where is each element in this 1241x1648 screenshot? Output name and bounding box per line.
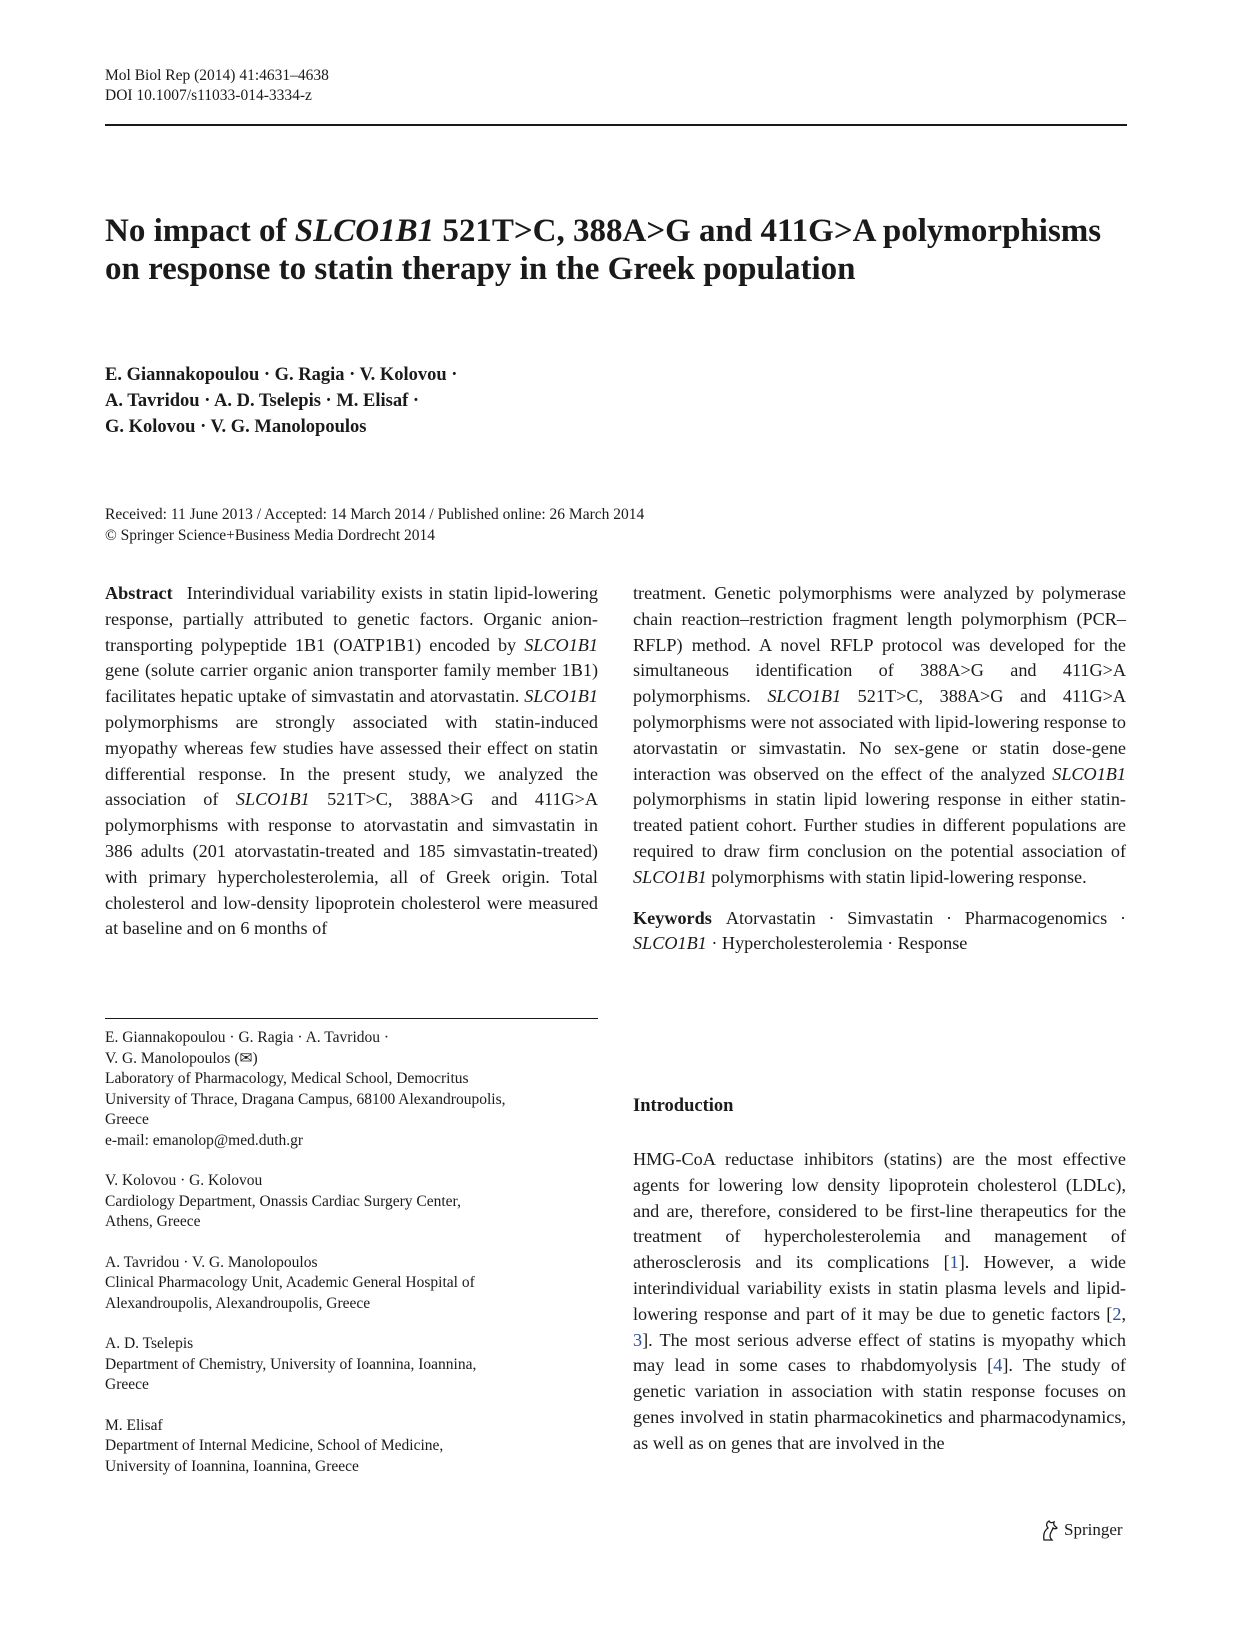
affiliation-block bbox=[105, 1171, 605, 1233]
affiliation-block bbox=[105, 1028, 605, 1151]
affiliation-line: V. G. Manolopoulos (✉) bbox=[105, 1049, 258, 1067]
affiliation-block bbox=[105, 1334, 605, 1396]
abstract-left-column bbox=[105, 581, 598, 942]
citation-link[interactable]: 4 bbox=[993, 1355, 1003, 1376]
gene-name: SLCO1B1 bbox=[294, 213, 435, 249]
affiliation-line: e-mail: emanolop@med.duth.gr bbox=[105, 1131, 304, 1149]
affiliation-line: Laboratory of Pharmacology, Medical School, Democritus bbox=[105, 1070, 469, 1087]
affiliation-line: University of Ioannina, Ioannina, Greece bbox=[105, 1457, 359, 1475]
author-line: A. Tavridou · A. D. Tselepis · M. Elisaf · bbox=[105, 391, 420, 411]
affiliation-line: V. Kolovou · G. Kolovou bbox=[105, 1172, 263, 1189]
springer-horse-icon bbox=[1040, 1519, 1060, 1541]
affiliation-line: Athens, Greece bbox=[105, 1213, 201, 1230]
publisher-logo bbox=[1040, 1519, 1123, 1541]
abstract-paragraph: Abstract Interindividual variability exists in statin lipid-lowering response, partially attributed to genetic factors. Organic anion-transporting polypeptide 1B1 (OATP1B1) encoded by SLCO1B1 gene (solute carrier organic anion transporter family member 1B1) facilitates hepatic uptake of simvastatin and atorvastatin. SLCO1B1 polymorphisms are strongly associated with statin-induced myopathy whereas few studies have assessed their effect on statin differential response. In the present study, we analyzed the association of SLCO1B1 521T>C, 388A>G and 411G>A polymorphisms with response to atorvastatin and simvastatin in 386 adults (201 atorvastatin-treated and 185 simvastatin-treated) with primary hypercholesterolemia, all of Greek origin. Total cholesterol and low-density lipoprotein cholesterol were measured at baseline and on 6 months of bbox=[105, 583, 598, 939]
publication-dates bbox=[105, 504, 644, 546]
article-title: No impact of SLCO1B1 521T>C, 388A>G and 411G>A polymorphisms on response to statin therapy in the Greek population bbox=[105, 213, 1102, 287]
affiliation-line: M. Elisaf bbox=[105, 1416, 163, 1434]
introduction-paragraph: HMG-CoA reductase inhibitors (statins) are the most effective agents for lowering low density lipoprotein cholesterol (LDLc), and are, therefore, considered to be first-line therapeutics for the treatment of hypercholesterolemia and management of atherosclerosis and its complications [1]. However, a wide interindividual variability exists in statin plasma levels and lipid-lowering response and part of it may be due to genetic factors [2, 3]. The most serious adverse effect of statins is myopathy which may lead in some cases to rhabdomyolysis [4]. The study of genetic variation in association with statin response focuses on genes involved in statin pharmacokinetics and pharmacodynamics, as well as on genes that are involved in the bbox=[633, 1149, 1126, 1453]
abstract-right-column bbox=[633, 581, 1126, 957]
journal-citation: Mol Biol Rep (2014) 41:4631–4638 bbox=[105, 67, 329, 84]
affiliation-line: Department of Internal Medicine, School of Medicine, bbox=[105, 1437, 444, 1454]
author-line: E. Giannakopoulou · G. Ragia · V. Kolovou · bbox=[105, 365, 458, 385]
keywords: Keywords Atorvastatin · Simvastatin · Pharmacogenomics · SLCO1B1 · Hypercholesterolemia · Response bbox=[633, 907, 1126, 954]
copyright: © Springer Science+Business Media Dordrecht 2014 bbox=[105, 527, 436, 544]
citation-link[interactable]: 1 bbox=[949, 1252, 959, 1273]
publisher-name: Springer bbox=[1064, 1520, 1123, 1539]
affiliation-line: Cardiology Department, Onassis Cardiac Surgery Center, bbox=[105, 1192, 461, 1210]
abstract-continuation: treatment. Genetic polymorphisms were analyzed by polymerase chain reaction–restriction fragment length polymorphism (PCR–RFLP) method. A novel RFLP protocol was developed for the simultaneous identification of 388A>G and 411G>A polymorphisms. SLCO1B1 521T>C, 388A>G and 411G>A polymorphisms were not associated with lipid-lowering response to atorvastatin or simvastatin. No sex-gene or statin dose-gene interaction was observed on the effect of the analyzed SLCO1B1 polymorphisms in statin lipid lowering response in either statin-treated patient cohort. Further studies in different populations are required to draw firm conclusion on the potential association of SLCO1B1 polymorphisms with statin lipid-lowering response. bbox=[633, 583, 1126, 887]
affiliation-line: Clinical Pharmacology Unit, Academic General Hospital of bbox=[105, 1274, 475, 1291]
affiliation-line: A. D. Tselepis bbox=[105, 1335, 194, 1352]
affiliations bbox=[105, 1028, 605, 1497]
doi: DOI 10.1007/s11033-014-3334-z bbox=[105, 87, 312, 104]
abstract-label: Abstract bbox=[105, 583, 173, 603]
author-list bbox=[105, 362, 457, 440]
footnote-rule bbox=[105, 1018, 598, 1019]
affiliation-block bbox=[105, 1416, 605, 1478]
affiliation-line: Greece bbox=[105, 1376, 149, 1393]
citation-link[interactable]: 3 bbox=[633, 1329, 643, 1350]
affiliation-block bbox=[105, 1253, 605, 1315]
keywords-label: Keywords bbox=[633, 907, 712, 928]
journal-header bbox=[105, 66, 329, 106]
affiliation-line: University of Thrace, Dragana Campus, 68100 Alexandroupolis, bbox=[105, 1090, 506, 1108]
history-dates: Received: 11 June 2013 / Accepted: 14 March 2014 / Published online: 26 March 2014 bbox=[105, 506, 645, 523]
introduction-heading: Introduction bbox=[633, 1096, 734, 1116]
introduction-body bbox=[633, 1147, 1126, 1457]
header-rule bbox=[105, 124, 1127, 126]
author-line: G. Kolovou · V. G. Manolopoulos bbox=[105, 417, 367, 437]
affiliation-line: Greece bbox=[105, 1111, 149, 1128]
affiliation-line: Department of Chemistry, University of Ioannina, Ioannina, bbox=[105, 1355, 477, 1373]
affiliation-line: E. Giannakopoulou · G. Ragia · A. Tavridou · bbox=[105, 1029, 390, 1046]
citation-link[interactable]: 2 bbox=[1112, 1303, 1122, 1324]
affiliation-line: A. Tavridou · V. G. Manolopoulos bbox=[105, 1253, 318, 1271]
affiliation-line: Alexandroupolis, Alexandroupolis, Greece bbox=[105, 1294, 371, 1312]
